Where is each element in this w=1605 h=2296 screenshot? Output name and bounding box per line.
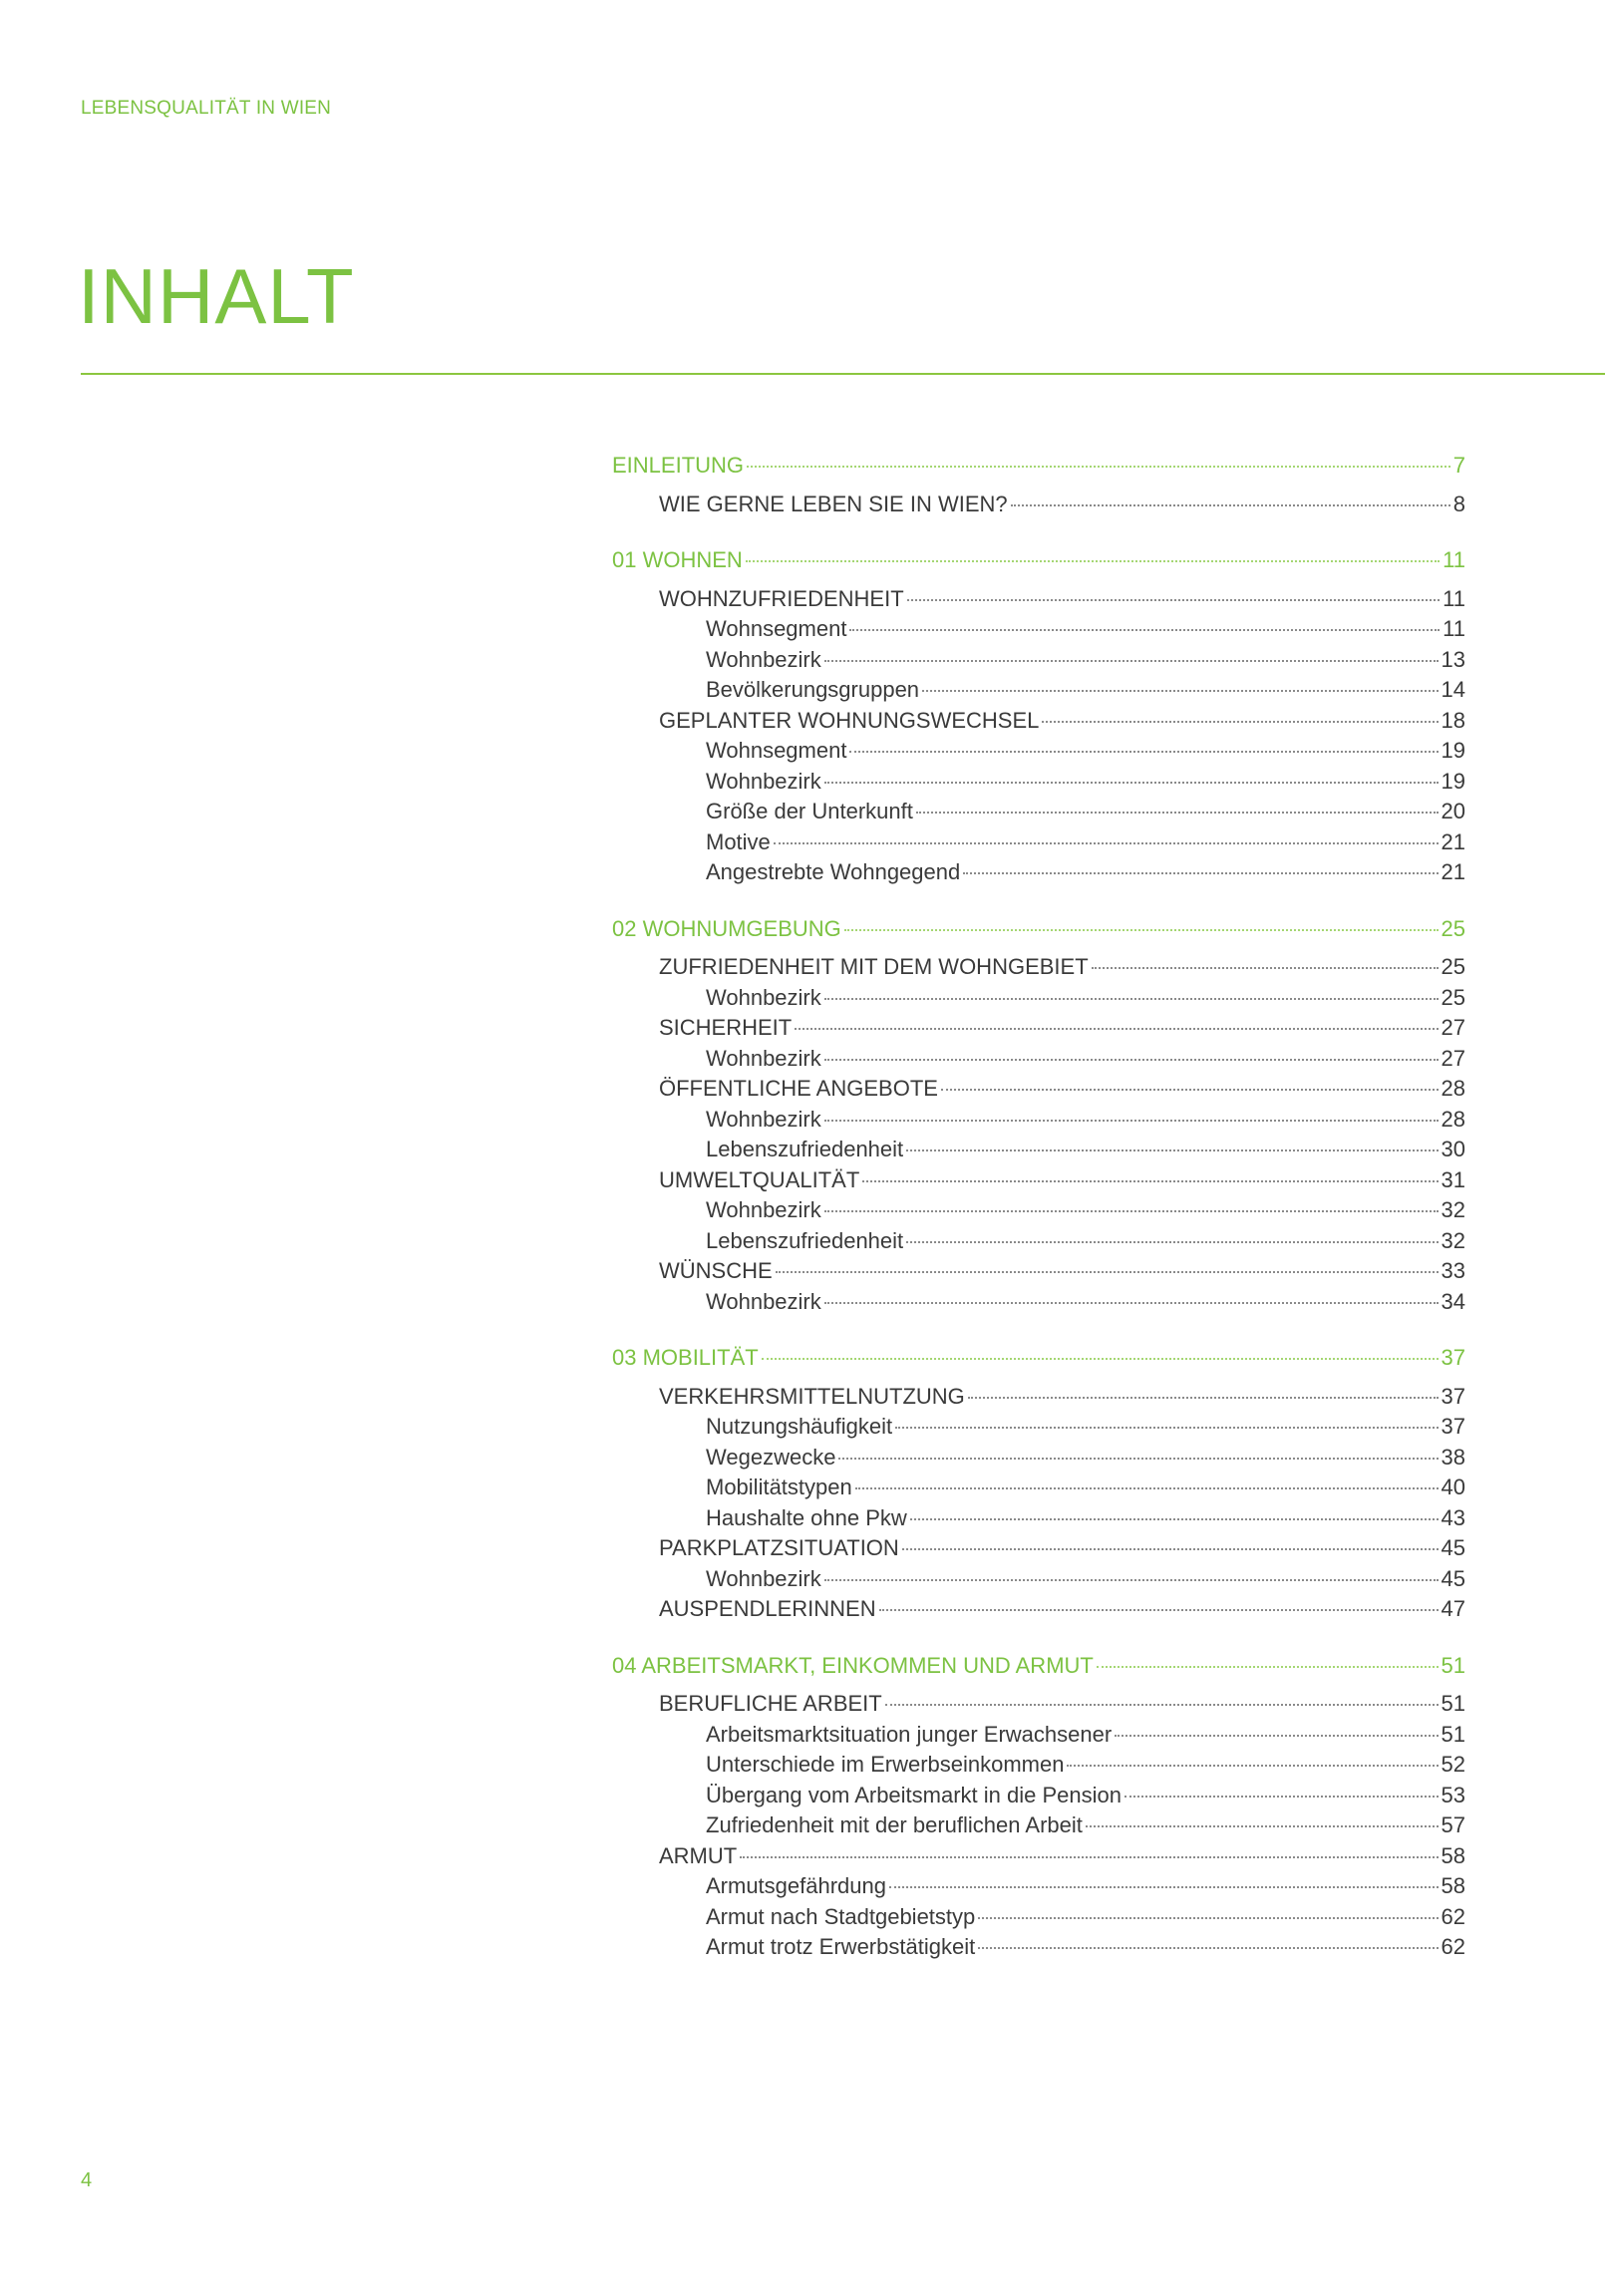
dot-leader — [922, 690, 1438, 692]
dot-leader — [824, 1120, 1439, 1122]
dot-leader — [1115, 1735, 1438, 1737]
toc-entry-subsection[interactable] — [612, 1287, 1465, 1318]
toc-entry-subsection[interactable] — [612, 983, 1465, 1014]
dot-leader — [1092, 967, 1439, 969]
toc-entry-page: 21 — [1441, 859, 1465, 884]
toc-entry-label: Wohnbezirk — [706, 1565, 821, 1591]
dot-leader — [1042, 721, 1438, 723]
toc-entry-section[interactable] — [612, 1594, 1465, 1625]
toc-entry-page: 57 — [1441, 1812, 1465, 1837]
toc-section — [612, 451, 1465, 519]
toc-entry-subsection[interactable] — [612, 1902, 1465, 1933]
toc-entry-page: 40 — [1441, 1475, 1465, 1499]
toc-entry-page: 11 — [1443, 616, 1465, 641]
dot-leader — [795, 1028, 1438, 1030]
toc-section — [612, 545, 1465, 888]
toc-entry-label: WIE GERNE LEBEN SIE IN WIEN? — [659, 491, 1008, 516]
toc-entry-label: SICHERHEIT — [659, 1015, 793, 1040]
toc-entry-page: 37 — [1441, 1345, 1465, 1370]
toc-section — [612, 1651, 1465, 1963]
toc-entry-label: Lebenszufriedenheit — [706, 1137, 904, 1161]
toc-entry-page: 51 — [1441, 1691, 1465, 1716]
title-divider — [81, 373, 1605, 375]
toc-entry-page: 27 — [1441, 1015, 1465, 1040]
dot-leader — [879, 1609, 1439, 1611]
toc-entry-page: 32 — [1441, 1227, 1465, 1253]
toc-entry-label: 01 WOHNEN — [612, 547, 743, 572]
toc-entry-label: Wohnbezirk — [706, 1045, 821, 1071]
toc-entry-label: UMWELTQUALITÄT — [659, 1166, 860, 1192]
toc-entry-label: ÖFFENTLICHE ANGEBOTE — [659, 1076, 938, 1101]
dot-leader — [776, 1271, 1439, 1273]
toc-entry-label: ZUFRIEDENHEIT MIT DEM WOHNGEBIET — [659, 954, 1089, 979]
dot-leader — [740, 1856, 1438, 1858]
toc-entry-section[interactable] — [612, 1382, 1465, 1413]
toc-entry-page: 28 — [1441, 1106, 1465, 1132]
toc-entry-page: 52 — [1441, 1752, 1465, 1777]
toc-entry-subsection[interactable] — [612, 736, 1465, 767]
toc-entry-subsection[interactable] — [612, 675, 1465, 706]
toc-entry-subsection[interactable] — [612, 1195, 1465, 1226]
toc-entry-label: Übergang vom Arbeitsmarkt in die Pension — [706, 1782, 1122, 1807]
toc-entry-label: 02 WOHNUMGEBUNG — [612, 915, 841, 941]
page-number: 4 — [81, 2169, 93, 2191]
toc-entry-page: 58 — [1441, 1842, 1465, 1868]
toc-entry-page: 11 — [1443, 585, 1465, 611]
toc-entry-section[interactable] — [612, 1013, 1465, 1044]
toc-entry-label: Wohnsegment — [706, 616, 847, 641]
toc-entry-subsection[interactable] — [612, 1044, 1465, 1075]
toc-entry-label: Armutsgefährdung — [706, 1873, 886, 1898]
dot-leader — [824, 1210, 1439, 1212]
dot-leader — [889, 1886, 1439, 1888]
toc-entry-page: 51 — [1441, 1652, 1465, 1678]
toc-entry-section[interactable] — [612, 1689, 1465, 1720]
dot-leader — [1124, 1796, 1439, 1798]
toc-entry-subsection[interactable] — [612, 1473, 1465, 1503]
toc-entry-label: Wohnbezirk — [706, 646, 821, 672]
toc-entry-page: 58 — [1441, 1873, 1465, 1898]
toc-entry-page: 33 — [1441, 1258, 1465, 1283]
dot-leader — [906, 1241, 1438, 1243]
toc-entry-section[interactable] — [612, 1841, 1465, 1872]
dot-leader — [941, 1089, 1439, 1091]
dot-leader — [906, 1149, 1438, 1151]
dot-leader — [1011, 504, 1450, 506]
dot-leader — [849, 751, 1438, 753]
toc-entry-label: VERKEHRSMITTELNUTZUNG — [659, 1383, 965, 1409]
toc-entry-chapter[interactable] — [612, 545, 1465, 576]
toc-entry-label: Nutzungshäufigkeit — [706, 1414, 893, 1439]
toc-entry-section[interactable] — [612, 1074, 1465, 1105]
toc-entry-subsection[interactable] — [612, 1932, 1465, 1963]
dot-leader — [824, 782, 1439, 784]
toc-entry-chapter[interactable] — [612, 914, 1465, 945]
toc-entry-page: 18 — [1441, 707, 1465, 733]
toc-entry-label: Mobilitätstypen — [706, 1475, 852, 1499]
toc-section — [612, 1343, 1465, 1625]
toc-entry-section[interactable] — [612, 1256, 1465, 1287]
dot-leader — [824, 1059, 1439, 1061]
toc-entry-label: Arbeitsmarktsituation junger Erwachsener — [706, 1721, 1113, 1747]
toc-entry-subsection[interactable] — [612, 1135, 1465, 1165]
toc-entry-label: Lebenszufriedenheit — [706, 1227, 904, 1253]
dot-leader — [855, 1487, 1439, 1489]
toc-entry-section[interactable] — [612, 952, 1465, 983]
toc-entry-chapter[interactable] — [612, 1343, 1465, 1374]
dot-leader — [838, 1458, 1438, 1460]
toc-entry-label: Wohnsegment — [706, 738, 847, 763]
toc-entry-subsection[interactable] — [612, 1564, 1465, 1595]
toc-entry-subsection[interactable] — [612, 767, 1465, 798]
toc-entry-page: 7 — [1452, 453, 1465, 478]
toc-entry-subsection[interactable] — [612, 1720, 1465, 1751]
toc-entry-page: 25 — [1441, 915, 1465, 941]
toc-entry-section[interactable] — [612, 490, 1465, 520]
dot-leader — [746, 560, 1440, 562]
toc-entry-page: 34 — [1441, 1288, 1465, 1314]
toc-entry-page: 8 — [1452, 491, 1465, 516]
dot-leader — [849, 629, 1440, 631]
toc-entry-subsection[interactable] — [612, 1443, 1465, 1474]
toc-entry-label: GEPLANTER WOHNUNGSWECHSEL — [659, 707, 1040, 733]
toc-entry-page: 30 — [1441, 1137, 1465, 1161]
dot-leader — [902, 1548, 1439, 1550]
toc-entry-page: 13 — [1441, 646, 1465, 672]
dot-leader — [1067, 1765, 1438, 1767]
toc-entry-page: 37 — [1441, 1383, 1465, 1409]
toc-entry-page: 38 — [1441, 1444, 1465, 1470]
toc-entry-label: 03 MOBILITÄT — [612, 1345, 759, 1370]
toc-entry-label: Größe der Unterkunft — [706, 799, 913, 823]
toc-entry-subsection[interactable] — [612, 645, 1465, 676]
toc-entry-label: Wohnbezirk — [706, 984, 821, 1010]
toc-entry-page: 37 — [1441, 1414, 1465, 1439]
toc-entry-label: 04 ARBEITSMARKT, EINKOMMEN UND ARMUT — [612, 1652, 1094, 1678]
dot-leader — [1097, 1666, 1439, 1668]
dot-leader — [885, 1704, 1439, 1706]
toc-entry-label: Bevölkerungsgruppen — [706, 677, 920, 702]
toc-entry-label: WÜNSCHE — [659, 1258, 773, 1283]
toc-entry-label: Wegezwecke — [706, 1444, 836, 1470]
toc-entry-page: 21 — [1441, 828, 1465, 854]
toc-entry-page: 19 — [1441, 738, 1465, 763]
toc-entry-label: Wohnbezirk — [706, 1197, 821, 1222]
toc-entry-section[interactable] — [612, 1165, 1465, 1196]
toc-entry-section[interactable] — [612, 1533, 1465, 1564]
toc-entry-label: BERUFLICHE ARBEIT — [659, 1691, 882, 1716]
dot-leader — [844, 929, 1439, 931]
dot-leader — [824, 660, 1439, 662]
toc-entry-label: Haushalte ohne Pkw — [706, 1504, 907, 1530]
toc-entry-subsection[interactable] — [612, 1750, 1465, 1781]
page-title: INHALT — [78, 252, 355, 340]
toc-entry-label: Unterschiede im Erwerbseinkommen — [706, 1752, 1065, 1777]
dot-leader — [747, 466, 1450, 468]
running-title: LEBENSQUALITÄT IN WIEN — [81, 98, 332, 119]
toc-entry-label: ARMUT — [659, 1842, 738, 1868]
toc-entry-page: 25 — [1441, 954, 1465, 979]
toc-entry-label: EINLEITUNG — [612, 453, 745, 478]
toc-entry-page: 47 — [1441, 1596, 1465, 1621]
toc-entry-page: 45 — [1441, 1565, 1465, 1591]
toc-entry-subsection[interactable] — [612, 1226, 1465, 1257]
dot-leader — [968, 1397, 1439, 1399]
toc-entry-label: WOHNZUFRIEDENHEIT — [659, 585, 904, 611]
toc-entry-chapter[interactable] — [612, 1651, 1465, 1682]
toc-entry-page: 19 — [1441, 768, 1465, 794]
dot-leader — [762, 1358, 1439, 1360]
dot-leader — [774, 842, 1439, 844]
toc-entry-label: Motive — [706, 828, 771, 854]
toc-entry-subsection[interactable] — [612, 1503, 1465, 1534]
toc-entry-page: 43 — [1441, 1504, 1465, 1530]
dot-leader — [978, 1917, 1438, 1919]
toc-section — [612, 914, 1465, 1318]
toc-entry-section[interactable] — [612, 584, 1465, 615]
dot-leader — [824, 1302, 1439, 1304]
toc-entry-label: PARKPLATZSITUATION — [659, 1535, 899, 1560]
dot-leader — [824, 1579, 1439, 1581]
toc-entry-page: 62 — [1441, 1903, 1465, 1929]
toc-entry-page: 28 — [1441, 1076, 1465, 1101]
dot-leader — [907, 599, 1441, 601]
toc-entry-page: 11 — [1443, 547, 1465, 572]
toc-entry-label: Angestrebte Wohngegend — [706, 859, 961, 884]
toc-entry-subsection[interactable] — [612, 827, 1465, 858]
toc-entry-page: 25 — [1441, 984, 1465, 1010]
toc-entry-label: Zufriedenheit mit der beruflichen Arbeit — [706, 1812, 1083, 1837]
table-of-contents — [612, 451, 1465, 1989]
toc-entry-label: Wohnbezirk — [706, 1106, 821, 1132]
toc-entry-label: Wohnbezirk — [706, 1288, 821, 1314]
dot-leader — [916, 812, 1439, 814]
toc-entry-subsection[interactable] — [612, 614, 1465, 645]
dot-leader — [895, 1427, 1438, 1429]
toc-entry-label: Armut trotz Erwerbstätigkeit — [706, 1934, 976, 1959]
toc-entry-page: 51 — [1441, 1721, 1465, 1747]
toc-entry-subsection[interactable] — [612, 1412, 1465, 1443]
toc-entry-subsection[interactable] — [612, 1871, 1465, 1902]
toc-entry-page: 53 — [1441, 1782, 1465, 1807]
toc-entry-subsection[interactable] — [612, 1781, 1465, 1811]
toc-entry-page: 31 — [1441, 1166, 1465, 1192]
dot-leader — [963, 872, 1438, 874]
toc-entry-page: 27 — [1441, 1045, 1465, 1071]
toc-entry-page: 45 — [1441, 1535, 1465, 1560]
toc-entry-subsection[interactable] — [612, 1105, 1465, 1136]
toc-entry-page: 32 — [1441, 1197, 1465, 1222]
toc-entry-label: AUSPENDLERINNEN — [659, 1596, 876, 1621]
toc-entry-page: 20 — [1441, 799, 1465, 823]
dot-leader — [978, 1947, 1438, 1949]
toc-entry-label: Wohnbezirk — [706, 768, 821, 794]
toc-entry-page: 62 — [1441, 1934, 1465, 1959]
toc-entry-subsection[interactable] — [612, 1810, 1465, 1841]
dot-leader — [910, 1518, 1439, 1520]
dot-leader — [862, 1180, 1438, 1182]
toc-entry-section[interactable] — [612, 706, 1465, 737]
toc-entry-label: Armut nach Stadtgebietstyp — [706, 1903, 976, 1929]
toc-entry-page: 14 — [1441, 677, 1465, 702]
toc-entry-chapter[interactable] — [612, 451, 1465, 482]
dot-leader — [824, 998, 1439, 1000]
toc-entry-subsection[interactable] — [612, 857, 1465, 888]
toc-entry-subsection[interactable] — [612, 797, 1465, 827]
dot-leader — [1086, 1825, 1439, 1827]
